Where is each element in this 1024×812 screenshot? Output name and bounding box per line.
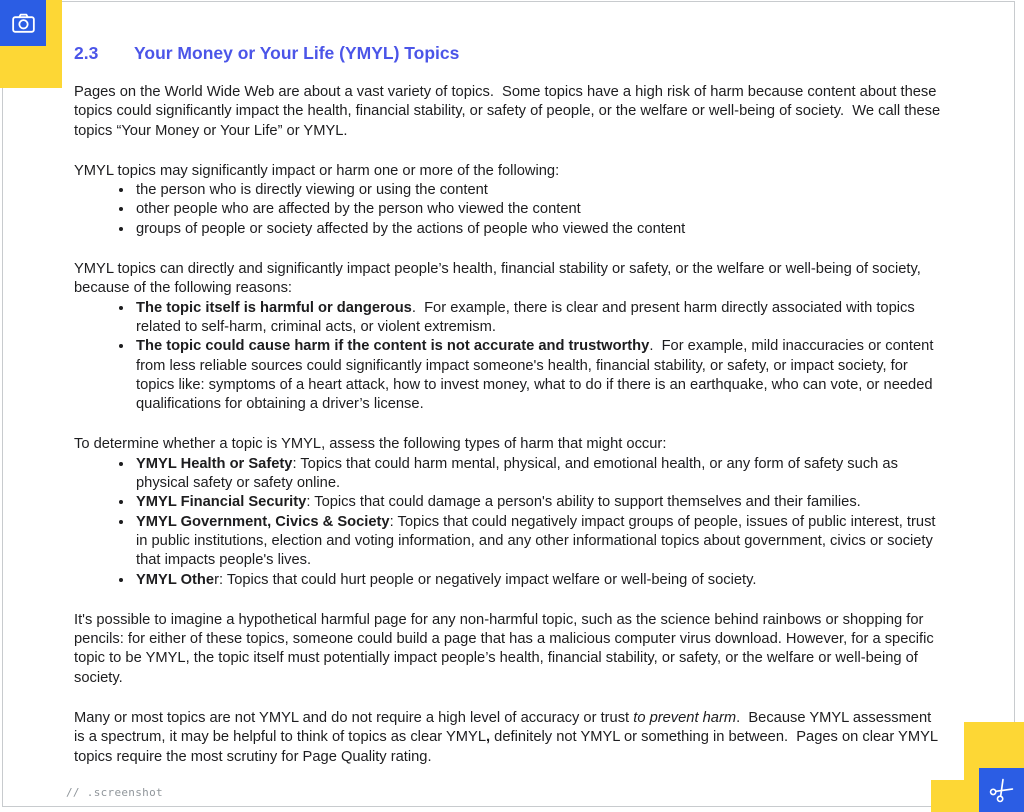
- page-frame: [2, 1, 1015, 807]
- bullet-item: [134, 181, 942, 200]
- bullet-item: [134, 571, 942, 590]
- heading-title: Your Money or Your Life (YMYL) Topics: [134, 43, 460, 63]
- text-run: . Because YMYL assessment is a spectrum, it may be helpful to think of topics as clear YMYL: [74, 710, 936, 746]
- corner-decoration-bottom-right-yellow-step: [931, 780, 964, 812]
- bullet-item: [134, 299, 942, 338]
- text-run: The topic itself is harmful or dangerous: [136, 299, 412, 316]
- text-run: . For example, mild inaccuracies or content from less reliable sources could significantly impact someone's health, financial stability, or safety, or impact society, for topics like: symptoms of a heart attack, how to invest money, what to do if there is an earthquake, who can vote, or needed qualifications for obtaining a driver’s license.: [136, 338, 938, 413]
- scissors-icon: [989, 778, 1014, 803]
- text-run: The topic could cause harm if the content is not accurate and trustworthy: [136, 338, 650, 355]
- scissors-button[interactable]: [979, 768, 1024, 812]
- bullet-list: [74, 455, 942, 590]
- text-block: [74, 162, 942, 239]
- text-run: YMYL Government, Civics & Society: [136, 513, 390, 530]
- text-run: Many or most topics are not YMYL and do not require a high level of accuracy or trust: [74, 710, 634, 727]
- text-run: . For example, there is clear and present harm directly associated with topics related to self-harm, criminal acts, or violent extremism.: [136, 299, 919, 335]
- text-run: YMYL topics may significantly impact or harm one or more of the following:: [74, 162, 560, 179]
- paragraph: [74, 83, 945, 141]
- heading-number: 2.3: [74, 43, 99, 63]
- text-run: To determine whether a topic is YMYL, assess the following types of harm that might occur:: [74, 436, 667, 453]
- camera-icon: [10, 10, 37, 37]
- bullet-item: [134, 513, 942, 571]
- text-run: It's possible to imagine a hypothetical harmful page for any non-harmful topic, such as the science behind rainbows or shopping for pencils: for either of these topics, someone could build a page that has a malicious computer virus download. However, for a specific topic to be YMYL, the topic itself must potentially impact people’s health, financial stability, or safety, or the welfare or well-being of society.: [74, 611, 938, 686]
- bullet-item: [134, 220, 942, 239]
- text-block: [74, 709, 942, 767]
- text-run: to prevent harm: [633, 710, 737, 727]
- section-heading: [74, 43, 942, 63]
- bullet-item: [134, 493, 942, 512]
- text-block: [74, 83, 945, 141]
- paragraph: [74, 162, 942, 181]
- text-run: : Topics that could harm mental, physical, and emotional health, or any form of safety such as physical safety or safety online.: [136, 455, 903, 492]
- text-run: YMYL topics can directly and significantly impact people’s health, financial stability or safety, or the welfare or well-being of society, because of the following reasons:: [74, 261, 925, 297]
- text-run: definitely not YMYL or something in between. Pages on clear YMYL topics require the most scrutiny for Page Quality rating.: [74, 729, 942, 765]
- text-run: YMYL Financial Security: [136, 494, 307, 511]
- text-run: : Topics that could negatively impact groups of people, issues of public interest, trust in public institutions, election and voting information, and any other informational topics about government, civics or society that impacts people's lives.: [136, 513, 940, 569]
- bullet-item: [134, 455, 942, 494]
- text-run: groups of people or society affected by the actions of people who viewed the content: [136, 220, 686, 237]
- text-run: : Topics that could damage a person's ability to support themselves and their families.: [306, 494, 861, 511]
- bullet-list: [74, 299, 942, 415]
- text-run: r: Topics that could hurt people or negatively impact welfare or well-being of society.: [214, 571, 757, 588]
- camera-button[interactable]: [0, 0, 46, 46]
- paragraph: [74, 709, 942, 767]
- text-run: Pages on the World Wide Web are about a vast variety of topics. Some topics have a high risk of harm because content about these topics could significantly impact the health, financial stability, or safety of people, or the welfare or well-being of society. We call these topics “Your Money or Your Life” or YMYL.: [74, 84, 945, 139]
- text-run: other people who are affected by the person who viewed the content: [136, 201, 581, 218]
- text-run: YMYL Othe: [136, 571, 215, 588]
- screenshot-caption: // .screenshot: [66, 786, 163, 799]
- paragraph: [74, 260, 942, 299]
- text-block: [74, 260, 942, 414]
- bullet-list: [74, 181, 942, 239]
- text-run: ,: [485, 729, 491, 746]
- bullet-item: [134, 337, 942, 414]
- text-run: YMYL Health or Safety: [136, 455, 293, 472]
- paragraph: [74, 435, 942, 454]
- text-run: the person who is directly viewing or using the content: [136, 182, 488, 199]
- text-block: [74, 611, 942, 688]
- text-block: [74, 435, 942, 589]
- bullet-item: [134, 200, 942, 219]
- paragraph: [74, 611, 942, 688]
- document-blocks: [74, 83, 945, 767]
- document-content: [74, 43, 945, 788]
